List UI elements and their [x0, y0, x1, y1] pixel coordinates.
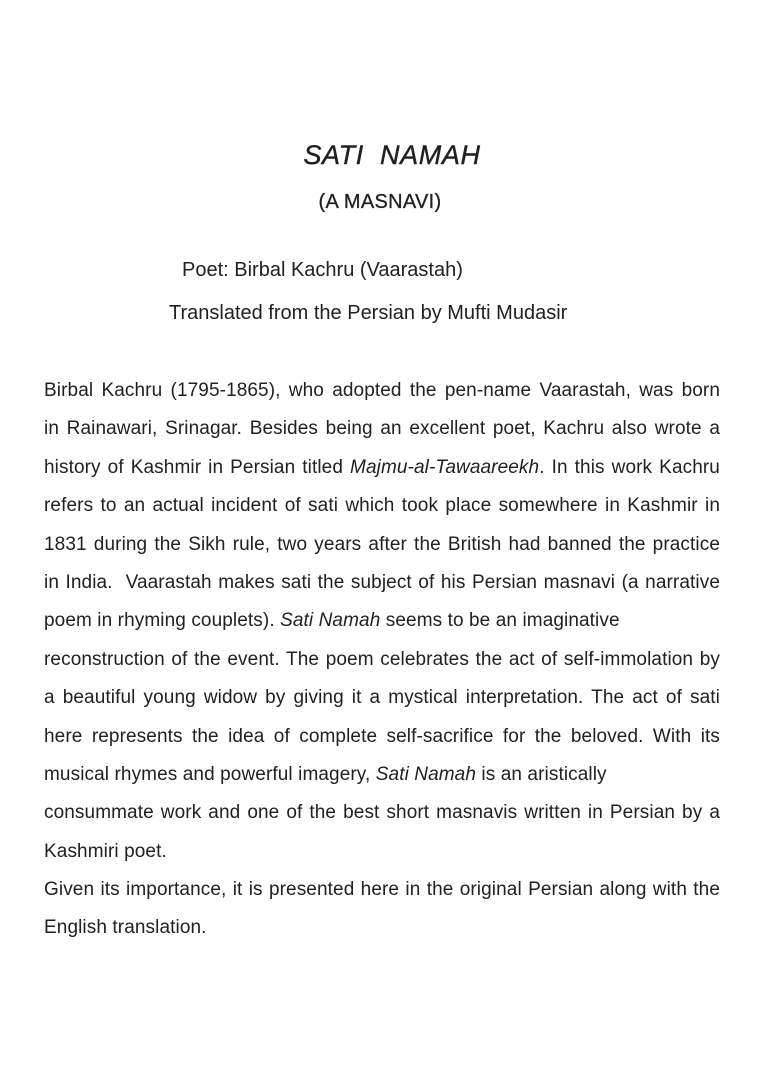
text-segment: reconstruction of the event. The poem celebrates the act of self-immolation by: [44, 648, 720, 670]
page-subtitle: (A MASNAVI): [318, 191, 442, 213]
text-segment: refers to an actual incident of sati which took place somewhere in Kashmir in: [44, 495, 720, 517]
text-segment: poem in rhyming couplets).: [44, 610, 281, 632]
body-line: [44, 833, 720, 871]
body-line: [44, 679, 720, 717]
body-line: [44, 372, 720, 410]
italic-text-segment: Sati Namah: [375, 763, 477, 785]
text-segment: history of Kashmir in Persian titled: [44, 456, 351, 478]
body-line: [44, 487, 720, 525]
body-text: [44, 372, 720, 948]
text-segment: seems to be an imaginative: [380, 610, 620, 632]
text-segment: a beautiful young widow by giving it a mystical interpretation. The act of sati: [44, 687, 720, 709]
text-segment: consummate work and one of the best short masnavis written in Persian by a: [44, 802, 720, 824]
text-segment: here represents the idea of complete self-sacrifice for the beloved. With its: [44, 725, 720, 747]
text-segment: English translation.: [44, 917, 207, 939]
text-segment: Birbal Kachru (1795-1865), who adopted the pen-name Vaarastah, was born: [44, 380, 720, 401]
body-line: [44, 871, 720, 909]
translator-line: Translated from the Persian by Mufti Mudasir: [169, 302, 568, 324]
body-line: [44, 526, 720, 564]
body-line: [44, 602, 720, 640]
text-segment: . In this work Kachru: [539, 456, 720, 478]
poet-line: Poet: Birbal Kachru (Vaarastah): [182, 259, 463, 281]
text-segment: is an aristically: [476, 763, 607, 785]
body-line: [44, 641, 720, 679]
body-line: [44, 756, 720, 794]
body-line: [44, 718, 720, 756]
italic-text-segment: Sati Namah: [280, 610, 381, 632]
body-line: [44, 449, 720, 487]
body-line: [44, 794, 720, 832]
page-title: SATI NAMAH: [303, 140, 481, 170]
body-line: [44, 564, 720, 602]
text-segment: in India. Vaarastah makes sati the subject of his Persian masnavi (a narrative: [44, 571, 720, 593]
body-line: [44, 410, 720, 448]
text-segment: Given its importance, it is presented here in the original Persian along with the: [44, 879, 720, 901]
italic-text-segment: Majmu-al-Tawaareekh: [350, 456, 540, 478]
text-segment: Kashmiri poet.: [44, 840, 167, 862]
text-segment: in Rainawari, Srinagar. Besides being an excellent poet, Kachru also wrote a: [44, 418, 720, 440]
text-segment: musical rhymes and powerful imagery,: [44, 763, 376, 785]
body-line: [44, 909, 720, 947]
text-segment: 1831 during the Sikh rule, two years after the British had banned the practice: [44, 533, 720, 555]
